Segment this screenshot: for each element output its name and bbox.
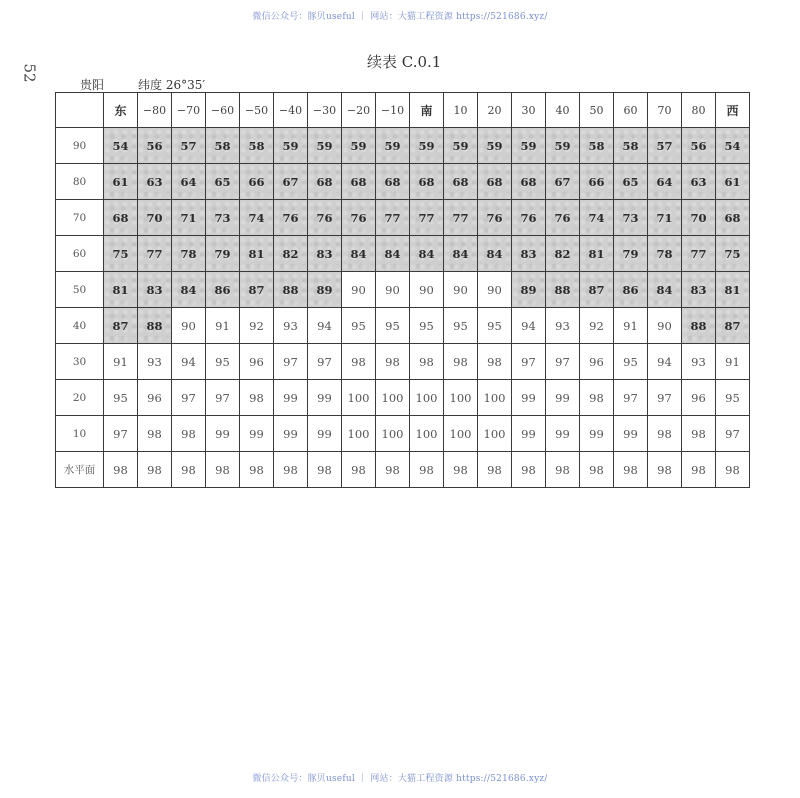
watermark-top: 微信公众号：豚贝useful ｜ 网站：大猫工程资源 https://521686.xyz/ (252, 12, 548, 22)
table-cell: 96 (682, 380, 716, 416)
column-header: 30 (512, 93, 546, 128)
table-cell: 54 (104, 128, 138, 164)
table-cell: 98 (206, 452, 240, 488)
table-cell: 83 (138, 272, 172, 308)
table-cell: 90 (410, 272, 444, 308)
row-label: 60 (56, 236, 104, 272)
table-cell: 76 (478, 200, 512, 236)
table-cell: 74 (580, 200, 614, 236)
table-cell: 94 (308, 308, 342, 344)
table-cell: 100 (410, 416, 444, 452)
table-cell: 84 (478, 236, 512, 272)
table-cell: 59 (444, 128, 478, 164)
table-cell: 98 (410, 452, 444, 488)
table-cell: 77 (410, 200, 444, 236)
table-cell: 75 (104, 236, 138, 272)
column-header: 60 (614, 93, 648, 128)
table-cell: 99 (512, 380, 546, 416)
table-cell: 92 (580, 308, 614, 344)
table-cell: 97 (206, 380, 240, 416)
table-cell: 79 (206, 236, 240, 272)
table-cell: 97 (546, 344, 580, 380)
table-cell: 98 (240, 452, 274, 488)
table-cell: 77 (444, 200, 478, 236)
table-cell: 64 (648, 164, 682, 200)
table-cell: 98 (342, 344, 376, 380)
table-row (56, 380, 750, 416)
column-header: 10 (444, 93, 478, 128)
table-cell: 99 (512, 416, 546, 452)
table-cell: 91 (104, 344, 138, 380)
table-cell: 98 (580, 452, 614, 488)
table-cell: 98 (172, 416, 206, 452)
table-cell: 83 (682, 272, 716, 308)
table-cell: 64 (172, 164, 206, 200)
table-row (56, 452, 750, 488)
table-cell: 59 (342, 128, 376, 164)
table-cell: 96 (580, 344, 614, 380)
table-cell: 98 (682, 452, 716, 488)
table-cell: 67 (546, 164, 580, 200)
table-cell: 99 (274, 416, 308, 452)
table-cell: 97 (614, 380, 648, 416)
table-cell: 97 (308, 344, 342, 380)
table-cell: 98 (172, 452, 206, 488)
table-cell: 90 (478, 272, 512, 308)
column-header: −40 (274, 93, 308, 128)
table-cell: 84 (410, 236, 444, 272)
table-cell: 57 (172, 128, 206, 164)
table-cell: 90 (648, 308, 682, 344)
table-cell: 88 (274, 272, 308, 308)
column-header: −80 (138, 93, 172, 128)
table-cell: 97 (716, 416, 750, 452)
table-row (56, 236, 750, 272)
table-cell: 98 (614, 452, 648, 488)
table-cell: 98 (342, 452, 376, 488)
table-cell: 98 (478, 344, 512, 380)
table-cell: 82 (274, 236, 308, 272)
table-cell: 100 (410, 380, 444, 416)
table-cell: 100 (342, 416, 376, 452)
table-cell: 81 (580, 236, 614, 272)
table-cell: 95 (206, 344, 240, 380)
table-cell: 88 (682, 308, 716, 344)
table-cell: 78 (648, 236, 682, 272)
table-cell: 98 (274, 452, 308, 488)
table-cell: 58 (240, 128, 274, 164)
table-cell: 89 (308, 272, 342, 308)
table-cell: 79 (614, 236, 648, 272)
table-cell: 63 (682, 164, 716, 200)
table-cell: 93 (682, 344, 716, 380)
table-cell: 83 (512, 236, 546, 272)
table-cell: 98 (546, 452, 580, 488)
table-cell: 73 (614, 200, 648, 236)
table-cell: 56 (682, 128, 716, 164)
table-cell: 90 (342, 272, 376, 308)
table-cell: 95 (104, 380, 138, 416)
table-cell: 68 (376, 164, 410, 200)
table-cell: 99 (308, 416, 342, 452)
table-cell: 98 (376, 452, 410, 488)
table-cell: 98 (410, 344, 444, 380)
table-cell: 81 (240, 236, 274, 272)
table-cell: 84 (376, 236, 410, 272)
column-header: 西 (716, 93, 750, 128)
column-header: 20 (478, 93, 512, 128)
table-cell: 98 (648, 416, 682, 452)
table-cell: 95 (342, 308, 376, 344)
table-cell: 68 (410, 164, 444, 200)
table-cell: 77 (682, 236, 716, 272)
header-row (56, 93, 750, 128)
table-cell: 81 (716, 272, 750, 308)
table-cell: 61 (716, 164, 750, 200)
table-cell: 76 (274, 200, 308, 236)
table-cell: 94 (648, 344, 682, 380)
table-cell: 70 (682, 200, 716, 236)
table-row (56, 344, 750, 380)
table-cell: 81 (104, 272, 138, 308)
table-cell: 98 (308, 452, 342, 488)
watermark-bottom: 微信公众号：豚贝useful ｜ 网站：大猫工程资源 https://521686.xyz/ (252, 774, 548, 784)
table-cell: 68 (512, 164, 546, 200)
table-cell: 76 (308, 200, 342, 236)
table-cell: 89 (512, 272, 546, 308)
table-cell: 98 (444, 452, 478, 488)
table-cell: 99 (308, 380, 342, 416)
table-cell: 76 (546, 200, 580, 236)
table-cell: 76 (342, 200, 376, 236)
table-cell: 58 (580, 128, 614, 164)
table-cell: 93 (274, 308, 308, 344)
table-row (56, 164, 750, 200)
row-label: 10 (56, 416, 104, 452)
table-cell: 98 (240, 380, 274, 416)
table-cell: 95 (444, 308, 478, 344)
table-cell: 100 (376, 380, 410, 416)
table-cell: 59 (376, 128, 410, 164)
city-label: 贵阳 (80, 78, 105, 92)
table-cell: 100 (478, 380, 512, 416)
table-cell: 86 (614, 272, 648, 308)
table-cell: 65 (206, 164, 240, 200)
table-cell: 58 (206, 128, 240, 164)
corner-cell (56, 93, 104, 128)
table-cell: 68 (104, 200, 138, 236)
table-cell: 100 (444, 416, 478, 452)
table-cell: 54 (716, 128, 750, 164)
column-header: −10 (376, 93, 410, 128)
data-table (55, 92, 750, 488)
table-cell: 56 (138, 128, 172, 164)
table-cell: 65 (614, 164, 648, 200)
table-cell: 67 (274, 164, 308, 200)
table-cell: 73 (206, 200, 240, 236)
row-label: 80 (56, 164, 104, 200)
row-label: 90 (56, 128, 104, 164)
table-cell: 63 (138, 164, 172, 200)
table-cell: 99 (546, 380, 580, 416)
table-cell: 71 (172, 200, 206, 236)
table-cell: 94 (512, 308, 546, 344)
table-cell: 71 (648, 200, 682, 236)
table-cell: 99 (546, 416, 580, 452)
table-cell: 95 (410, 308, 444, 344)
table-cell: 93 (138, 344, 172, 380)
table-cell: 91 (206, 308, 240, 344)
table-cell: 76 (512, 200, 546, 236)
table-cell: 98 (478, 452, 512, 488)
row-label: 20 (56, 380, 104, 416)
table-cell: 68 (308, 164, 342, 200)
table-cell: 98 (104, 452, 138, 488)
table-cell: 59 (546, 128, 580, 164)
table-cell: 78 (172, 236, 206, 272)
row-label: 水平面 (56, 452, 104, 488)
table-cell: 77 (138, 236, 172, 272)
table-cell: 95 (376, 308, 410, 344)
table-row (56, 416, 750, 452)
table-cell: 68 (478, 164, 512, 200)
table-cell: 91 (716, 344, 750, 380)
table-cell: 100 (444, 380, 478, 416)
table-cell: 97 (104, 416, 138, 452)
table-cell: 98 (376, 344, 410, 380)
table-cell: 95 (614, 344, 648, 380)
table-cell: 94 (172, 344, 206, 380)
table-cell: 59 (410, 128, 444, 164)
column-header: 80 (682, 93, 716, 128)
table-cell: 68 (716, 200, 750, 236)
table-cell: 91 (614, 308, 648, 344)
table-cell: 70 (138, 200, 172, 236)
column-header: 东 (104, 93, 138, 128)
row-label: 70 (56, 200, 104, 236)
table-cell: 86 (206, 272, 240, 308)
table-cell: 96 (240, 344, 274, 380)
latitude-label: 纬度 26°35′ (138, 78, 206, 92)
table-cell: 97 (512, 344, 546, 380)
table-cell: 98 (580, 380, 614, 416)
table-cell: 61 (104, 164, 138, 200)
column-header: −50 (240, 93, 274, 128)
table-cell: 83 (308, 236, 342, 272)
table-cell: 98 (138, 452, 172, 488)
table-row (56, 200, 750, 236)
table-cell: 95 (478, 308, 512, 344)
table-cell: 68 (444, 164, 478, 200)
table-cell: 87 (104, 308, 138, 344)
table-cell: 84 (648, 272, 682, 308)
table-cell: 57 (648, 128, 682, 164)
table-cell: 100 (376, 416, 410, 452)
table-cell: 98 (444, 344, 478, 380)
table-cell: 87 (716, 308, 750, 344)
table-cell: 99 (240, 416, 274, 452)
table-cell: 66 (580, 164, 614, 200)
table-cell: 84 (342, 236, 376, 272)
table-cell: 58 (614, 128, 648, 164)
table-cell: 97 (648, 380, 682, 416)
table-cell: 100 (342, 380, 376, 416)
table-cell: 97 (274, 344, 308, 380)
table-cell: 87 (580, 272, 614, 308)
table-cell: 77 (376, 200, 410, 236)
page-number: 52 (20, 63, 39, 83)
table-cell: 92 (240, 308, 274, 344)
table-cell: 59 (274, 128, 308, 164)
table-cell: 84 (444, 236, 478, 272)
column-header: −70 (172, 93, 206, 128)
table-cell: 98 (648, 452, 682, 488)
column-header: 50 (580, 93, 614, 128)
table-cell: 98 (716, 452, 750, 488)
table-cell: 84 (172, 272, 206, 308)
table-cell: 66 (240, 164, 274, 200)
column-header: −20 (342, 93, 376, 128)
table-cell: 96 (138, 380, 172, 416)
table-cell: 98 (512, 452, 546, 488)
table-cell: 97 (172, 380, 206, 416)
table-cell: 99 (274, 380, 308, 416)
column-header: −60 (206, 93, 240, 128)
table-row (56, 128, 750, 164)
table-title: 续表 C.0.1 (367, 53, 442, 71)
table-cell: 90 (172, 308, 206, 344)
table-cell: 98 (138, 416, 172, 452)
table-cell: 99 (206, 416, 240, 452)
table-cell: 74 (240, 200, 274, 236)
table-cell: 90 (444, 272, 478, 308)
table-cell: 59 (512, 128, 546, 164)
column-header: −30 (308, 93, 342, 128)
table-cell: 88 (138, 308, 172, 344)
table-cell: 59 (308, 128, 342, 164)
table-cell: 99 (614, 416, 648, 452)
row-label: 40 (56, 308, 104, 344)
table-cell: 99 (580, 416, 614, 452)
table-cell: 95 (716, 380, 750, 416)
row-label: 30 (56, 344, 104, 380)
table-cell: 59 (478, 128, 512, 164)
table-cell: 68 (342, 164, 376, 200)
table-cell: 93 (546, 308, 580, 344)
table-cell: 100 (478, 416, 512, 452)
table-cell: 75 (716, 236, 750, 272)
row-label: 50 (56, 272, 104, 308)
table-cell: 98 (682, 416, 716, 452)
table-cell: 90 (376, 272, 410, 308)
column-header: 南 (410, 93, 444, 128)
table-row (56, 272, 750, 308)
column-header: 40 (546, 93, 580, 128)
table-row (56, 308, 750, 344)
column-header: 70 (648, 93, 682, 128)
table-cell: 87 (240, 272, 274, 308)
table-cell: 82 (546, 236, 580, 272)
table-cell: 88 (546, 272, 580, 308)
